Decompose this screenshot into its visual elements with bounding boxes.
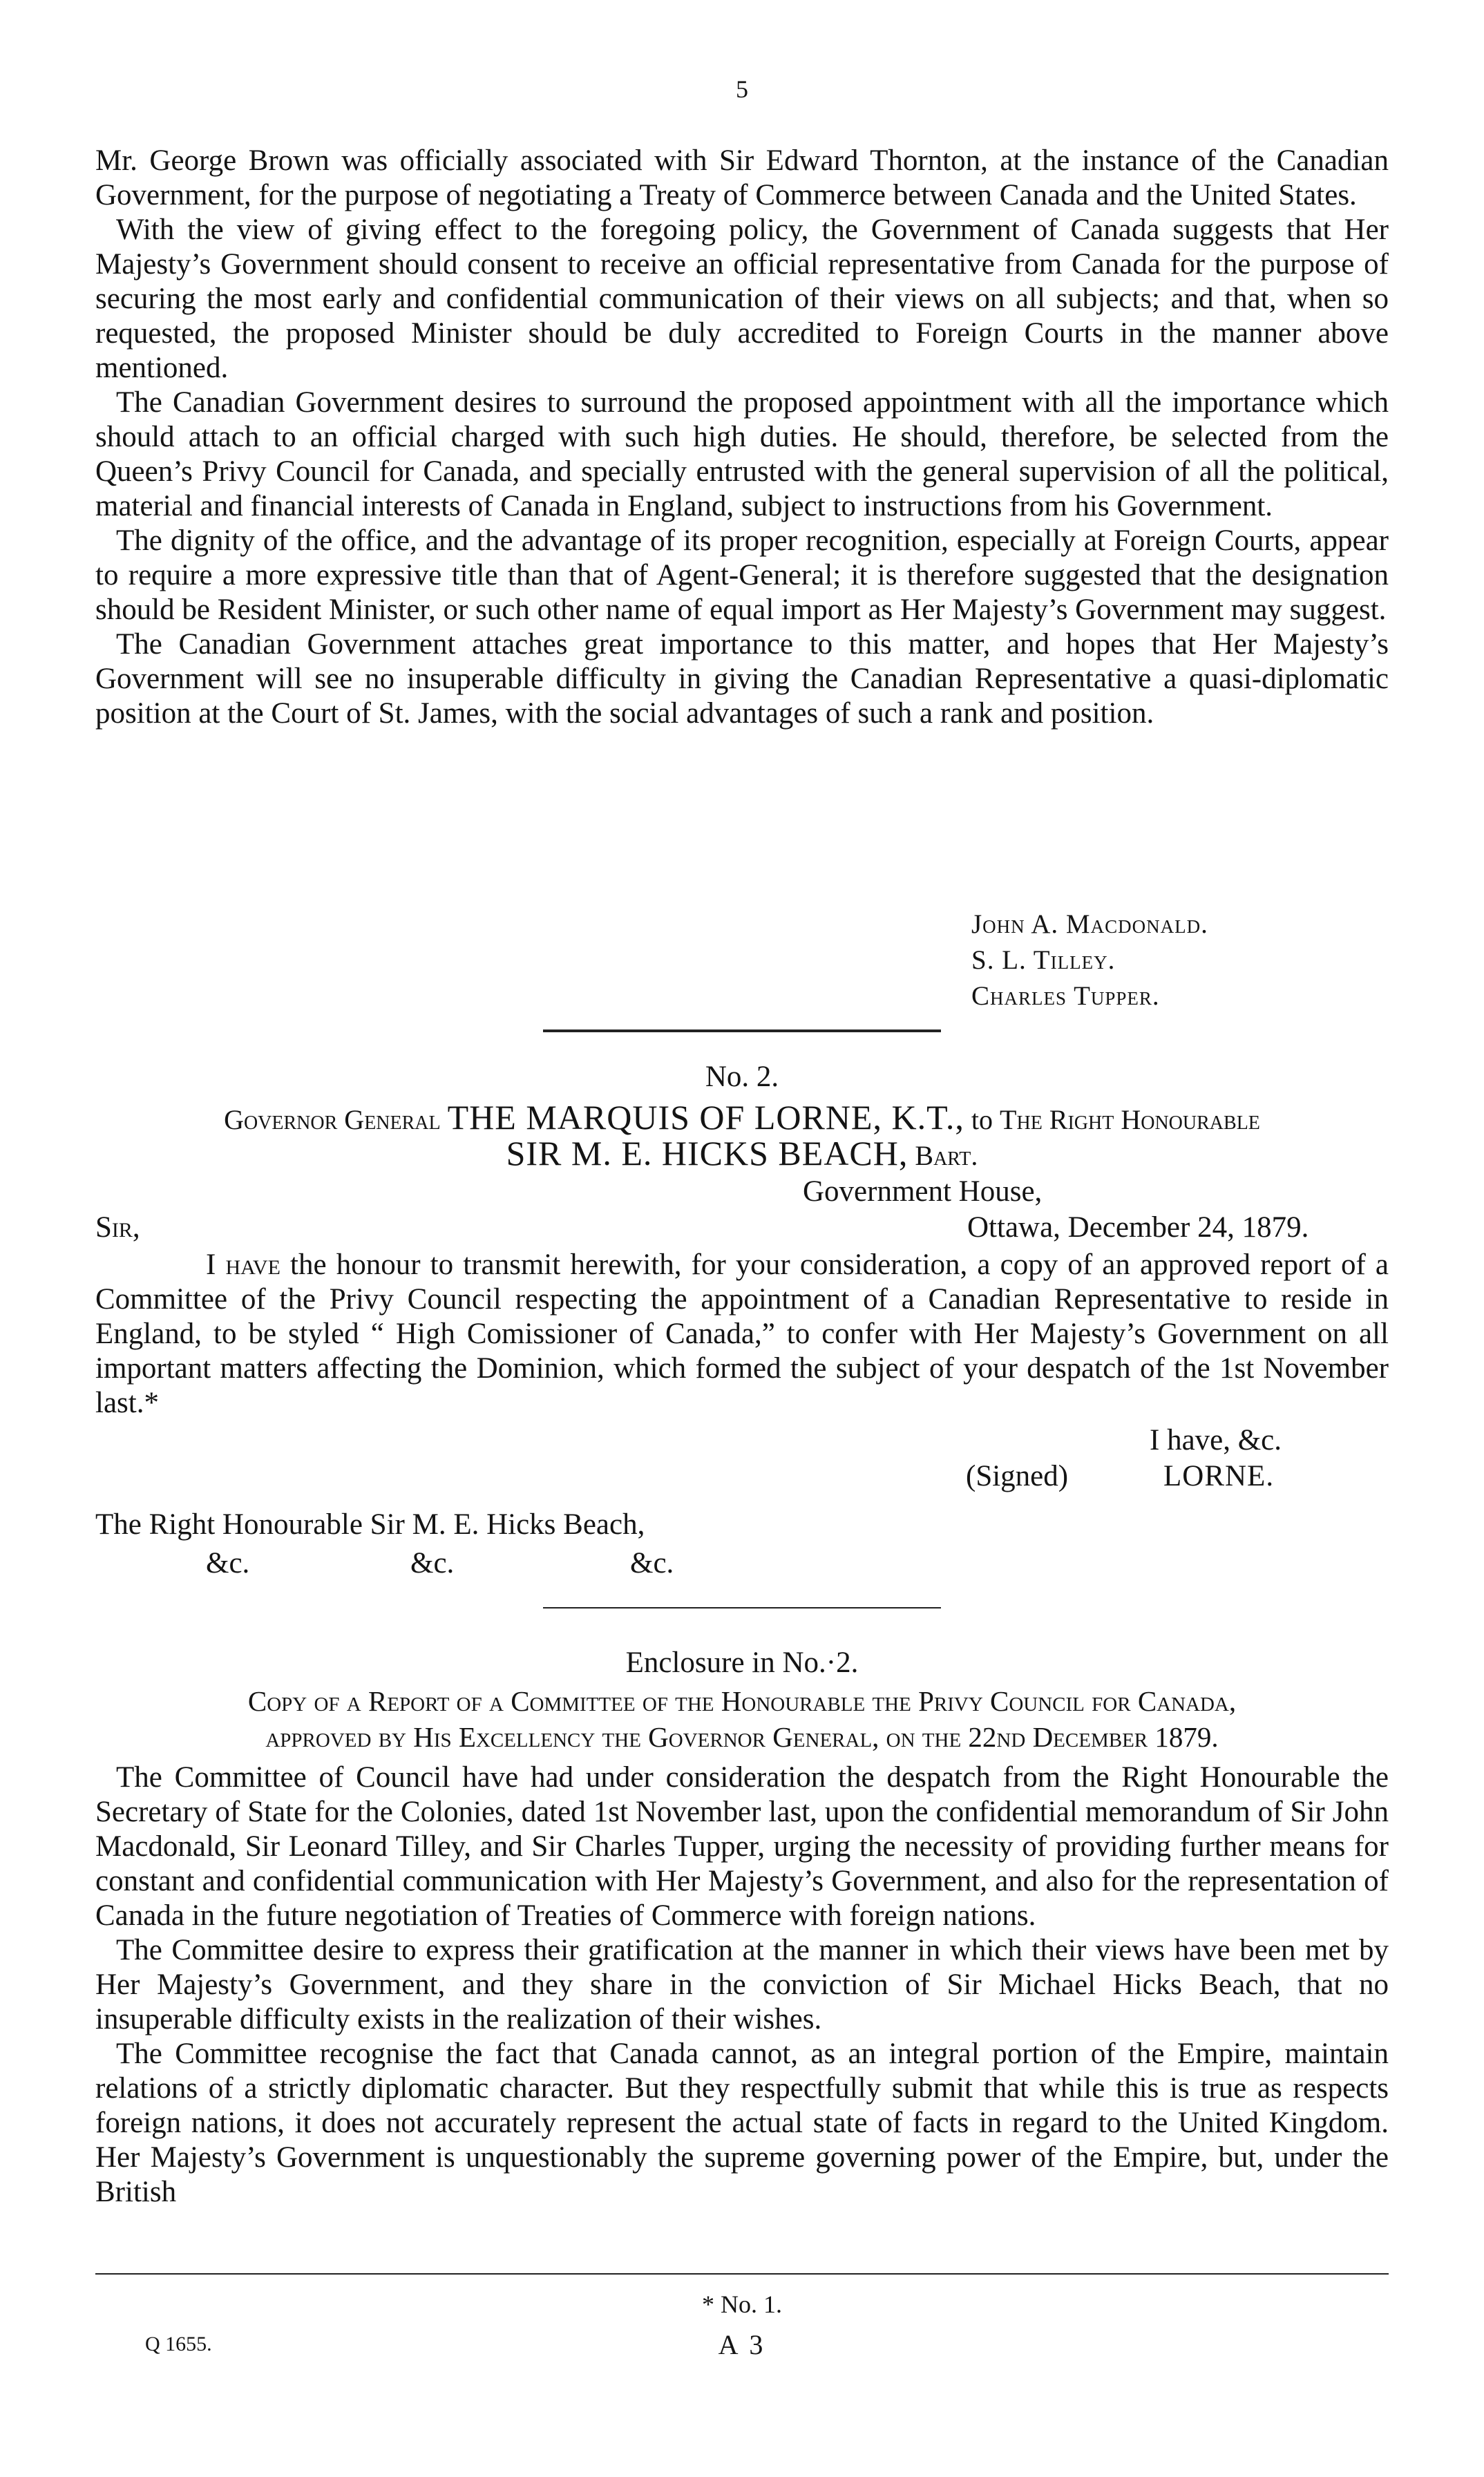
to-title: The Right Honourable <box>1000 1104 1260 1135</box>
closing-line: I have, &c. <box>1150 1424 1282 1456</box>
paragraph: With the view of giving effect to the foregoing policy, the Government of Canada suggests that Her Majesty’s Government should consent to receive an official representative from Canada for the purpose of securing the most early and confidential communication of their views on all subjects; and that, when so requested, the proposed Minister should be duly accredited to Foreign Courts in the manner above mentioned. <box>95 213 1389 384</box>
to-suffix: Bart. <box>915 1140 978 1171</box>
from-prefix: Governor General <box>224 1104 441 1135</box>
enclosure-title-line-2: approved by His Excellency the Governor General, on the 22nd December 1879. <box>265 1721 1219 1753</box>
section-divider <box>543 1029 941 1032</box>
despatch-to-line <box>0 1133 1484 1173</box>
enclosure-paragraph: The Committee recognise the fact that Canada cannot, as an integral portion of the Empire, maintain relations of a strictly diplomatic character. But they respectfully submit that while this is true as respects foreign nations, it does not accurately represent the actual state of facts in regard to the United Kingdom. Her Majesty’s Government is unquestionably the supreme governing power of the Empire, but, under the British <box>95 2038 1389 2208</box>
signed-label: (Signed) <box>966 1460 1069 1492</box>
etc-2: &c. <box>410 1547 455 1579</box>
despatch-from-line <box>0 1097 1484 1137</box>
salutation: Sir, <box>95 1211 140 1244</box>
to-name: SIR M. E. HICKS BEACH, <box>506 1134 909 1173</box>
print-code: Q 1655. <box>145 2333 212 2355</box>
page-number: 5 <box>736 75 748 103</box>
enclosure-body <box>95 1761 1389 2210</box>
memorandum-body <box>95 144 1389 731</box>
date-line: Ottawa, December 24, 1879. <box>967 1211 1309 1244</box>
despatch-paragraph <box>95 1248 1389 1421</box>
signature-macdonald: John A. Macdonald. <box>971 909 1208 939</box>
to-word: to <box>971 1104 993 1135</box>
from-name: THE MARQUIS OF LORNE, K.T., <box>447 1098 964 1137</box>
paragraph: The Canadian Government attaches great importance to this matter, and hopes that Her Majesty’s Government will see no insuperable difficulty in giving the Canadian Representative a quasi-diplomatic position at the Court of St. James, with the social advantages of such a rank and position. <box>95 628 1389 730</box>
paragraph: Mr. George Brown was officially associated with Sir Edward Thornton, at the instance of the Canadian Government, for the purpose of negotiating a Treaty of Commerce between Canada and the United States. <box>95 144 1389 211</box>
place-line: Government House, <box>803 1175 1043 1208</box>
despatch-heading: No. 2. <box>705 1061 779 1093</box>
enclosure-paragraph: The Committee desire to express their gratification at the manner in which their views have been met by Her Majesty’s Government, and they share in the conviction of Sir Michael Hicks Beach, that no insuperable difficulty exists in the realization of their wishes. <box>95 1934 1389 2035</box>
body-text: the honour to transmit herewith, for your consideration, a copy of an approved report of a Committee of the Privy Council respecting the appointment of a Canadian Representative to reside in England, to be styled “ High Comissioner of Canada,” to confer with Her Majesty’s Government on all important matters affecting the Dominion, which formed the subject of your despatch of the 1st November last.* <box>95 1249 1389 1419</box>
enclosure-divider <box>543 1607 941 1608</box>
enclosure-paragraph: The Committee of Council have had under consideration the despatch from the Right Honourable the Secretary of State for the Colonies, dated 1st November last, upon the confidential memorandum of Sir John Macdonald, Sir Leonard Tilley, and Sir Charles Tupper, urging the necessity of providing further means for constant and confidential communication with Her Majesty’s Government, and also for the representation of Canada in the future negotiation of Treaties of Commerce with foreign nations. <box>95 1761 1389 1932</box>
signature-block <box>971 907 1208 1014</box>
signature-tupper: Charles Tupper. <box>971 981 1160 1011</box>
addressee: The Right Honourable Sir M. E. Hicks Beach, <box>95 1508 645 1541</box>
enclosure-title-line-1: Copy of a Report of a Committee of the Honourable the Privy Council for Canada, <box>247 1685 1237 1717</box>
despatch-body <box>95 1248 1389 1421</box>
signed-name: LORNE. <box>1163 1460 1275 1492</box>
etc-3: &c. <box>630 1547 674 1579</box>
etc-1: &c. <box>206 1547 250 1579</box>
paragraph: The Canadian Government desires to surround the proposed appointment with all the importance which should attach to an official charged with such high duties. He should, therefore, be selected from the Queen’s Privy Council for Canada, and specially entrusted with the general supervision of all the political, material and financial interests of Canada in England, subject to instructions from his Government. <box>95 386 1389 522</box>
signature-tilley: S. L. Tilley. <box>971 945 1116 975</box>
paragraph: The dignity of the office, and the advantage of its proper recognition, especially at Foreign Courts, appear to require a more expressive title than that of Agent-General; it is therefore suggested that the designation should be Resident Minister, or such other name of equal import as Her Majesty’s Government may suggest. <box>95 524 1389 626</box>
body-lead: I have <box>206 1249 280 1281</box>
footer-rule <box>95 2273 1389 2275</box>
footnote: * No. 1. <box>702 2290 782 2318</box>
signature-mark: A 3 <box>718 2329 766 2360</box>
enclosure-heading: Enclosure in No.·2. <box>625 1646 859 1679</box>
